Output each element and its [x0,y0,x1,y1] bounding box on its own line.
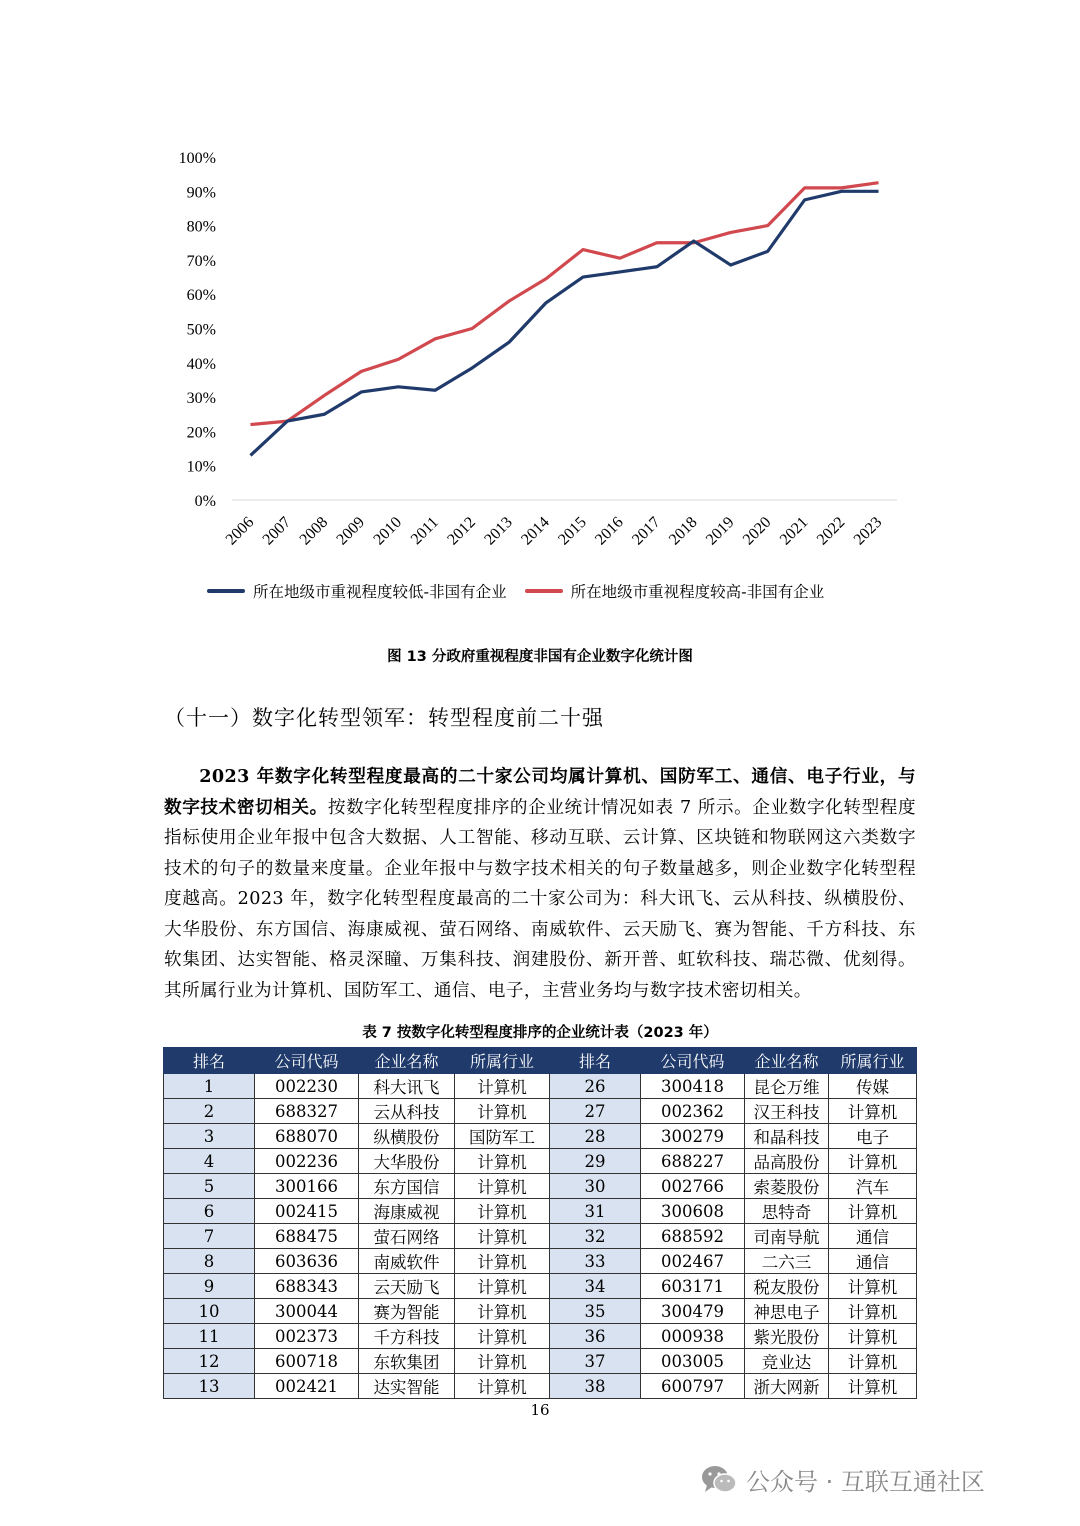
x-tick-label: 2021 [776,513,812,549]
table-row [164,1374,917,1399]
table-cell: 300418 [641,1074,745,1099]
legend-label-low: 所在地级市重视程度较低-非国有企业 [253,583,507,601]
legend-swatch-low [207,589,245,593]
table-cell: 600797 [641,1374,745,1399]
x-tick-label: 2011 [407,513,443,549]
table-cell: 002373 [255,1324,359,1349]
wechat-icon [700,1464,738,1496]
table-cell: 计算机 [455,1149,550,1174]
table-cell: 36 [550,1324,641,1349]
table-cell: 37 [550,1349,641,1374]
table-cell: 计算机 [829,1149,917,1174]
table-row [164,1199,917,1224]
table-row [164,1299,917,1324]
table-cell: 计算机 [455,1199,550,1224]
x-tick-label: 2017 [629,513,664,549]
table-cell: 002362 [641,1099,745,1124]
table-cell: 南威软件 [359,1249,455,1274]
header-rank-2: 排名 [550,1048,641,1074]
table-cell: 和晶科技 [745,1124,829,1149]
table-cell: 二六三 [745,1249,829,1274]
table-cell: 3 [164,1124,255,1149]
table-cell: 计算机 [829,1299,917,1324]
table-cell: 8 [164,1249,255,1274]
table-cell: 传媒 [829,1074,917,1099]
body-paragraph [164,762,916,1006]
x-tick-label: 2019 [702,513,738,549]
header-code: 公司代码 [255,1048,359,1074]
table-cell: 计算机 [455,1374,550,1399]
y-tick-label: 30% [186,390,216,408]
table-cell: 002236 [255,1149,359,1174]
x-tick-label: 2022 [813,513,849,549]
x-tick-label: 2020 [739,513,775,549]
table-cell: 计算机 [829,1324,917,1349]
y-tick-label: 20% [186,424,216,442]
table-cell: 海康威视 [359,1199,455,1224]
table-cell: 思特奇 [745,1199,829,1224]
table-row [164,1149,917,1174]
table-cell: 300166 [255,1174,359,1199]
figure-caption: 图 13 分政府重视程度非国有企业数字化统计图 [387,649,693,665]
x-tick-label: 2009 [333,513,369,549]
table-cell: 竞业达 [745,1349,829,1374]
table-cell: 云天励飞 [359,1274,455,1299]
table-row [164,1349,917,1374]
table-cell: 东方国信 [359,1174,455,1199]
y-tick-label: 0% [194,493,216,510]
table-cell: 国防军工 [455,1124,550,1149]
x-tick-label: 2008 [296,513,332,549]
table-cell: 7 [164,1224,255,1249]
table-cell: 科大讯飞 [359,1074,455,1099]
x-tick-label: 2013 [481,513,516,549]
table-row [164,1249,917,1274]
table-cell: 33 [550,1249,641,1274]
y-axis [179,150,216,510]
table-cell: 10 [164,1299,255,1324]
y-tick-label: 40% [186,355,216,373]
table-cell: 688592 [641,1224,745,1249]
table-cell: 6 [164,1199,255,1224]
table-cell: 28 [550,1124,641,1149]
table-cell: 达实智能 [359,1374,455,1399]
table-cell: 300044 [255,1299,359,1324]
table-cell: 通信 [829,1224,917,1249]
header-name-2: 企业名称 [745,1048,829,1074]
watermark-text: 公众号 · 互联互通社区 [746,1468,985,1496]
y-tick-label: 60% [186,287,216,305]
table-cell: 计算机 [455,1299,550,1324]
table-cell: 603171 [641,1274,745,1299]
table-cell: 计算机 [455,1249,550,1274]
table-cell: 600718 [255,1349,359,1374]
table-cell: 12 [164,1349,255,1374]
paragraph-bold-lead: 2023 年数字化转型程度最高的二十家公司均属计算机、国防军工、通信、电子行业，与数字技术密切相关。 [164,766,916,818]
page-number: 16 [530,1401,550,1419]
table-cell: 计算机 [455,1074,550,1099]
x-tick-label: 2010 [370,513,406,549]
chart-legend [207,580,824,602]
table-cell: 通信 [829,1249,917,1274]
legend-item-high [525,580,825,602]
table-cell: 赛为智能 [359,1299,455,1324]
table-cell: 5 [164,1174,255,1199]
table-row [164,1324,917,1349]
table-cell: 300608 [641,1199,745,1224]
table-cell: 计算机 [829,1374,917,1399]
x-axis [223,514,886,549]
table-cell: 2 [164,1099,255,1124]
table-cell: 计算机 [455,1224,550,1249]
table-cell: 浙大网新 [745,1374,829,1399]
table-cell: 002421 [255,1374,359,1399]
table-cell: 002467 [641,1249,745,1274]
header-industry: 所属行业 [455,1048,550,1074]
table-cell: 电子 [829,1124,917,1149]
table-row [164,1174,917,1199]
table-row [164,1224,917,1249]
x-tick-label: 2023 [850,513,886,549]
table-cell: 计算机 [455,1099,550,1124]
series-line-high [250,183,878,425]
x-tick-label: 2016 [592,513,627,549]
y-tick-label: 10% [186,458,216,476]
table-cell: 索菱股份 [745,1174,829,1199]
paragraph-body: 按数字化转型程度排序的企业统计情况如表 7 所示。企业数字化转型程度指标使用企业年报中包含大数据、人工智能、移动互联、云计算、区块链和物联网这六类数字技术的句子的数量来度量。企业年报中与数字技术相关的句子数量越多，则企业数字化转型程度越高。2023 年，数字化转型程度最高的二十家公司为：科大讯飞、云从科技、纵横股份、大华股份、东方国信、海康威视、萤石网络、南威软件、云天励飞、赛为智能、千方科技、东软集团、达实智能、格灵深瞳、万集科技、润建股份、新开普、虹软科技、瑞芯微、优刻得。其所属行业为计算机、国防军工、通信、电子，主营业务均与数字技术密切相关。 [164,797,917,1001]
x-tick-label: 2018 [665,513,701,549]
table-cell: 13 [164,1374,255,1399]
table-cell: 纵横股份 [359,1124,455,1149]
table-cell: 计算机 [829,1349,917,1374]
table-cell: 29 [550,1149,641,1174]
table-cell: 32 [550,1224,641,1249]
table-cell: 002766 [641,1174,745,1199]
table-cell: 计算机 [829,1274,917,1299]
table-cell: 计算机 [829,1099,917,1124]
table-cell: 汉王科技 [745,1099,829,1124]
table-cell: 9 [164,1274,255,1299]
table-body [164,1074,917,1399]
y-tick-label: 50% [186,321,216,339]
table-cell: 27 [550,1099,641,1124]
table-cell: 688343 [255,1274,359,1299]
x-tick-label: 2006 [222,513,258,549]
legend-item-low [207,580,507,602]
table-caption: 表 7 按数字化转型程度排序的企业统计表（2023 年） [362,1025,718,1041]
table-cell: 紫光股份 [745,1324,829,1349]
table-cell: 司南导航 [745,1224,829,1249]
table-cell: 688070 [255,1124,359,1149]
table-cell: 300479 [641,1299,745,1324]
table-cell: 大华股份 [359,1149,455,1174]
watermark [700,1462,985,1497]
y-tick-label: 80% [186,218,216,236]
table-row [164,1074,917,1099]
table-row [164,1099,917,1124]
line-chart [0,0,1080,560]
y-tick-label: 70% [186,252,216,270]
table-cell: 002230 [255,1074,359,1099]
table-cell: 003005 [641,1349,745,1374]
table-header-row [164,1048,917,1074]
table-cell: 688227 [641,1149,745,1174]
x-tick-label: 2015 [555,513,590,549]
table-cell: 计算机 [455,1174,550,1199]
table-cell: 品高股份 [745,1149,829,1174]
series-line-low [250,191,878,455]
table-cell: 000938 [641,1324,745,1349]
ranking-table [163,1047,917,1399]
table-cell: 30 [550,1174,641,1199]
table-cell: 税友股份 [745,1274,829,1299]
y-tick-label: 90% [186,184,216,202]
section-heading: （十一）数字化转型领军：转型程度前二十强 [164,706,604,730]
table-cell: 昆仑万维 [745,1074,829,1099]
header-rank: 排名 [164,1048,255,1074]
x-tick-label: 2014 [518,513,553,549]
table-cell: 31 [550,1199,641,1224]
table-cell: 汽车 [829,1174,917,1199]
table-cell: 神思电子 [745,1299,829,1324]
table-cell: 千方科技 [359,1324,455,1349]
legend-label-high: 所在地级市重视程度较高-非国有企业 [570,583,825,601]
table-cell: 11 [164,1324,255,1349]
table-row [164,1274,917,1299]
table-cell: 300279 [641,1124,745,1149]
table-row [164,1124,917,1149]
table-cell: 东软集团 [359,1349,455,1374]
table-cell: 35 [550,1299,641,1324]
x-tick-label: 2007 [259,513,295,549]
header-name: 企业名称 [359,1048,455,1074]
legend-swatch-high [525,589,563,593]
table-cell: 计算机 [455,1324,550,1349]
table-cell: 688327 [255,1099,359,1124]
table-cell: 计算机 [455,1349,550,1374]
table-cell: 1 [164,1074,255,1099]
table-cell: 38 [550,1374,641,1399]
header-code-2: 公司代码 [641,1048,745,1074]
table-cell: 4 [164,1149,255,1174]
table-cell: 688475 [255,1224,359,1249]
header-industry-2: 所属行业 [829,1048,917,1074]
x-tick-label: 2012 [444,513,479,549]
table-cell: 云从科技 [359,1099,455,1124]
table-cell: 34 [550,1274,641,1299]
table-cell: 26 [550,1074,641,1099]
table-cell: 603636 [255,1249,359,1274]
series-layer [250,183,878,456]
table-cell: 萤石网络 [359,1224,455,1249]
y-tick-label: 100% [178,150,216,167]
table-cell: 计算机 [455,1274,550,1299]
table-cell: 计算机 [829,1199,917,1224]
table-cell: 002415 [255,1199,359,1224]
